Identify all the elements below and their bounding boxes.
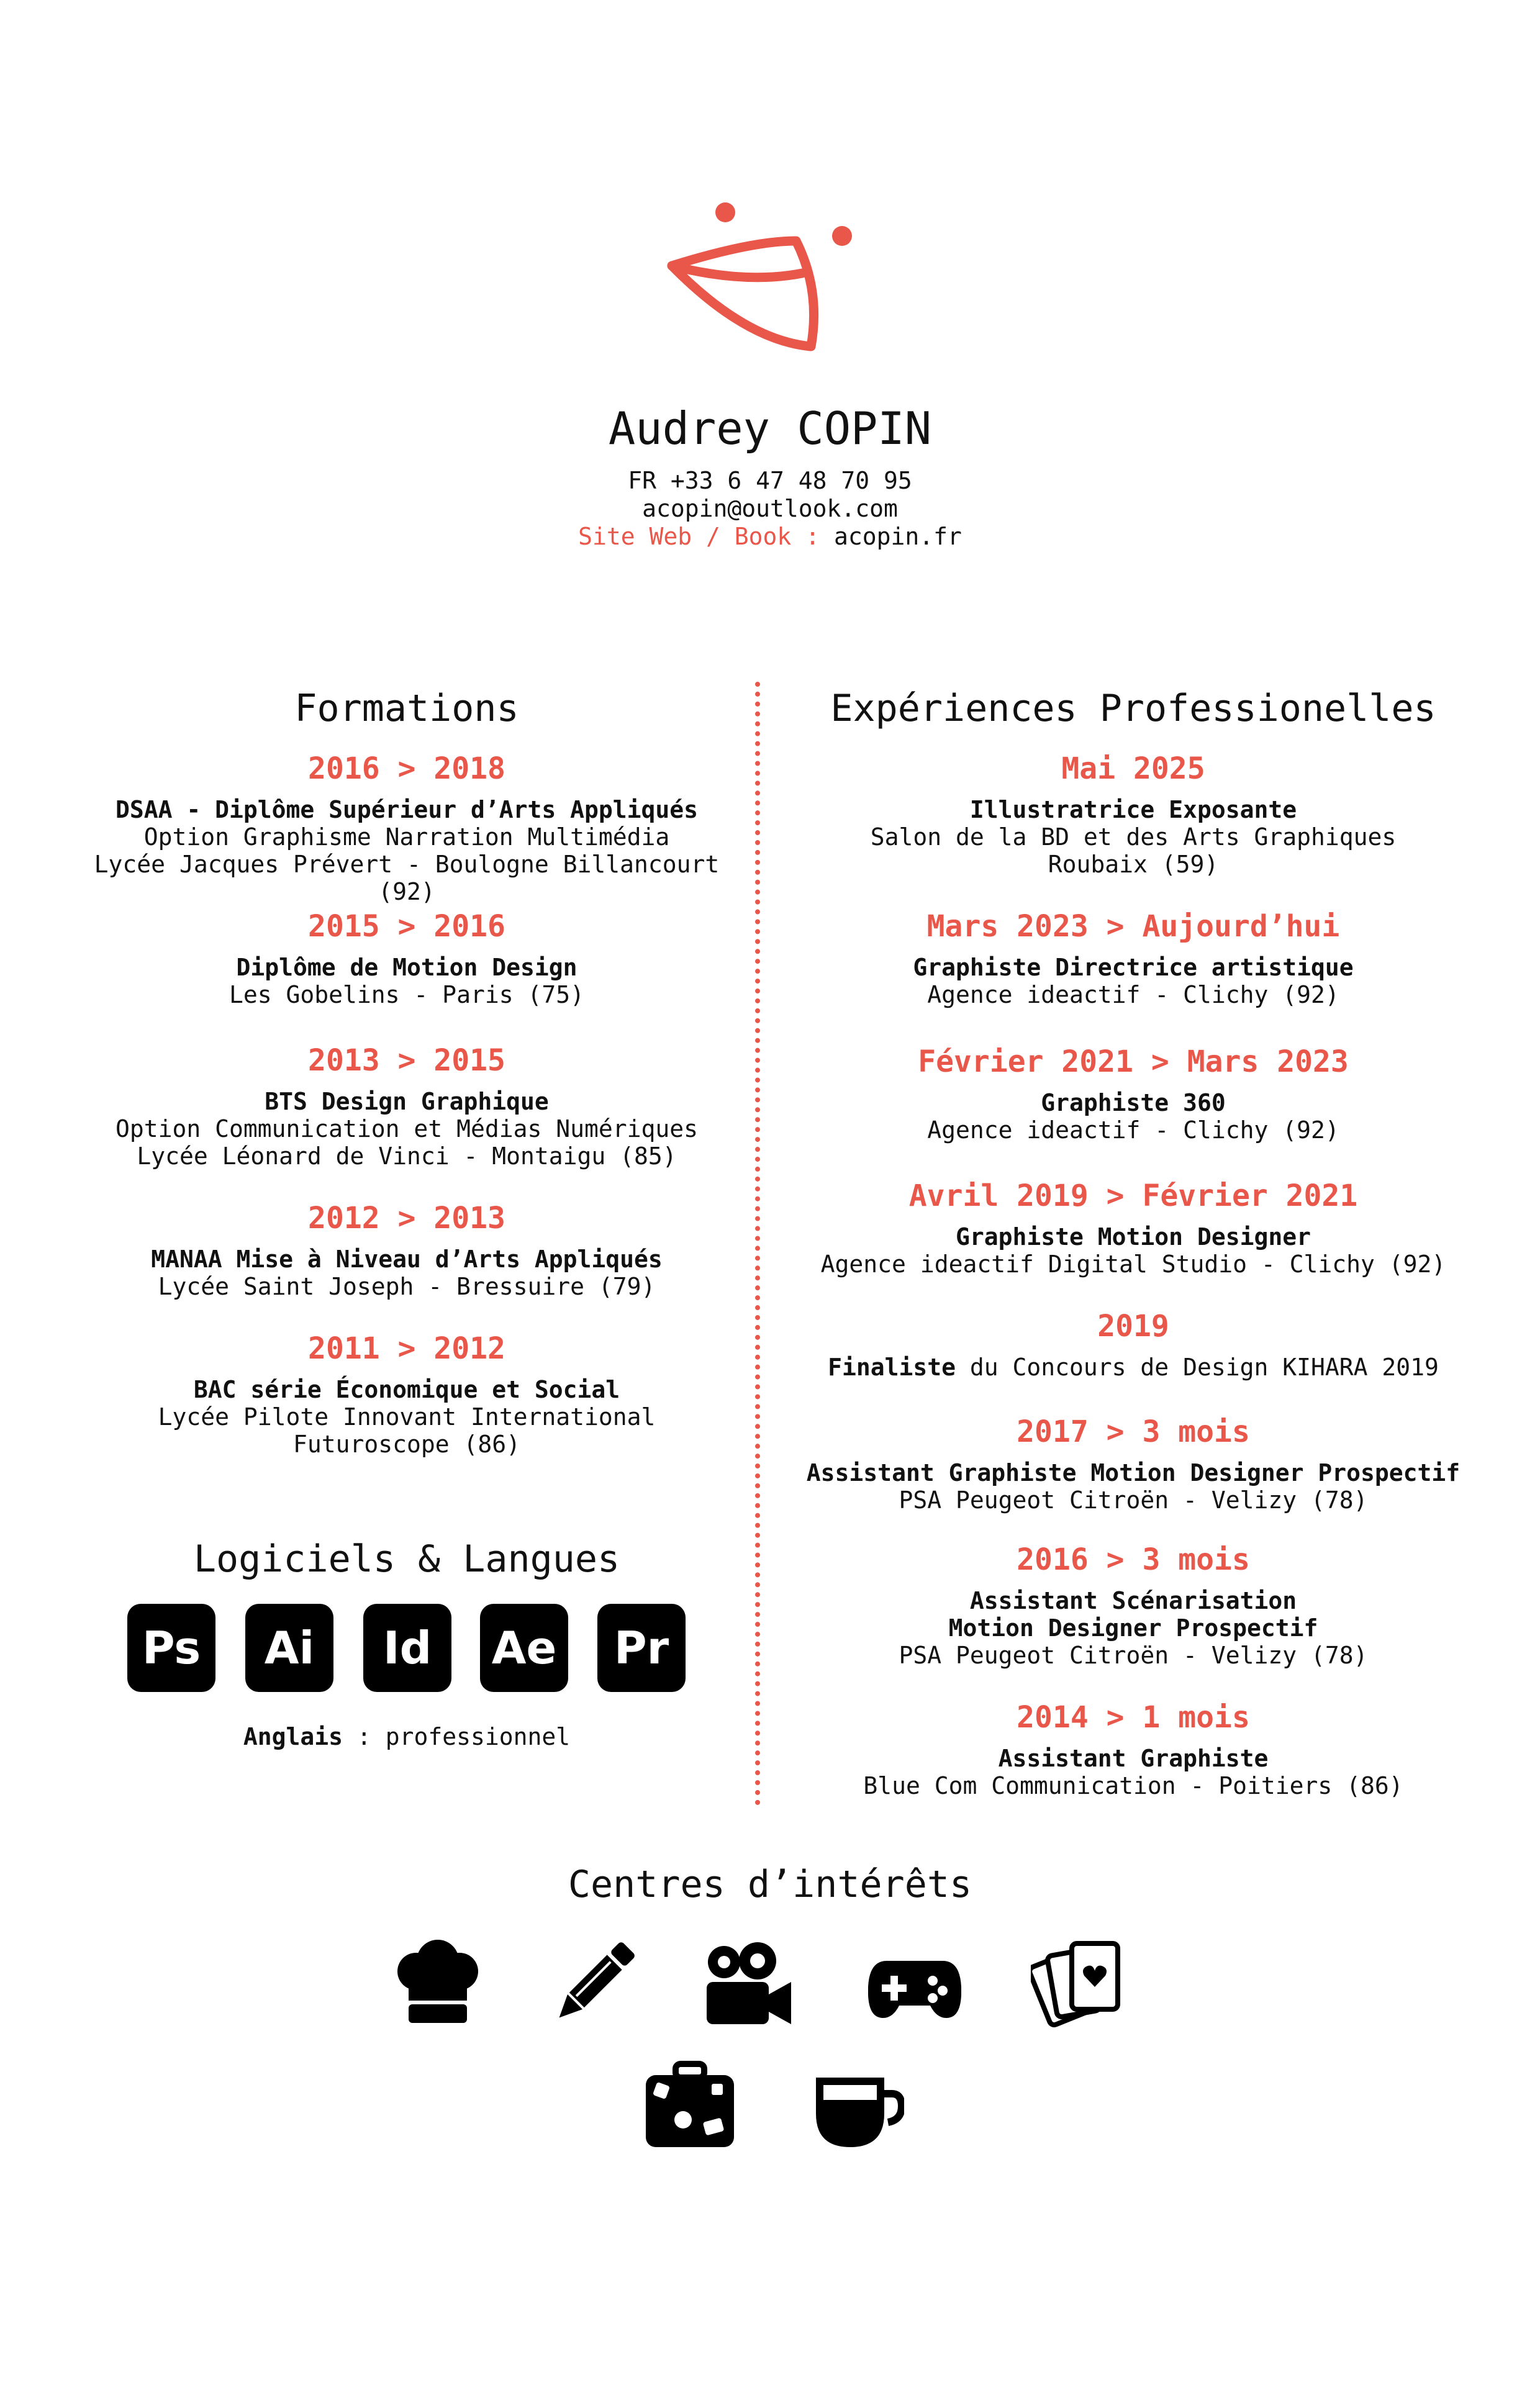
after-effects-icon: Ae: [480, 1604, 568, 1692]
entry-date: Avril 2019 > Février 2021: [908, 1178, 1358, 1213]
entry-date: 2016 > 3 mois: [1017, 1542, 1250, 1577]
entry-title: Assistant Scénarisation: [969, 1587, 1297, 1614]
formations-title: Formations: [294, 687, 519, 730]
language-line: [62, 1723, 751, 1750]
contact-block: [0, 467, 1540, 551]
entry-date: 2019: [1097, 1309, 1169, 1344]
experience-entry: [789, 1177, 1478, 1278]
experience-entry: [789, 1541, 1478, 1669]
formation-entry: [62, 750, 751, 905]
experience-entry: [789, 1699, 1478, 1799]
coffee-cup-icon: [811, 2060, 904, 2153]
entry-detail: Option Graphisme Narration Multimédia: [143, 823, 670, 851]
entry-title: Assistant Graphiste Motion Designer Prospectif: [806, 1459, 1461, 1486]
entry-date: 2017 > 3 mois: [1017, 1414, 1250, 1449]
entry-detail: Blue Com Communication - Poitiers (86): [863, 1772, 1403, 1799]
email-address: acopin@outlook.com: [642, 495, 898, 522]
entry-detail: PSA Peugeot Citroën - Velizy (78): [899, 1486, 1368, 1514]
entry-date: 2016 > 2018: [308, 751, 505, 786]
entry-date: Février 2021 > Mars 2023: [918, 1044, 1349, 1079]
playing-cards-icon: [1031, 1937, 1124, 2030]
experience-entry: [789, 908, 1478, 1008]
suitcase-icon: [643, 2060, 736, 2153]
entry-detail: PSA Peugeot Citroën - Velizy (78): [899, 1642, 1368, 1669]
gamepad-icon: [868, 1937, 961, 2030]
entry-date: 2014 > 1 mois: [1017, 1700, 1250, 1735]
entry-detail: Lycée Saint Joseph - Bressuire (79): [158, 1273, 656, 1300]
entry-detail: Lycée Jacques Prévert - Boulogne Billancourt (92): [94, 851, 720, 905]
language-label: Anglais: [243, 1723, 343, 1750]
experience-entry: [789, 750, 1478, 878]
formation-entry: [62, 1042, 751, 1170]
interests-title: Centres d’intérêts: [568, 1863, 972, 1906]
entry-detail: Option Communication et Médias Numériques: [116, 1115, 698, 1142]
experiences-title: Expériences Professionelles: [830, 687, 1436, 730]
logo-icon: [658, 197, 863, 360]
candidate-name: Audrey COPIN: [608, 402, 932, 455]
entry-date: Mars 2023 > Aujourd’hui: [926, 909, 1340, 944]
entry-detail: Salon de la BD et des Arts Graphiques: [870, 823, 1397, 851]
entry-detail: Lycée Pilote Innovant International: [158, 1403, 656, 1431]
entry-detail-suffix: du Concours de Design KIHARA 2019: [956, 1354, 1439, 1381]
entry-date: 2013 > 2015: [308, 1043, 505, 1078]
premiere-icon: Pr: [597, 1604, 686, 1692]
website-line: [0, 523, 1540, 551]
entry-date: Mai 2025: [1061, 751, 1205, 786]
entry-title: Graphiste Motion Designer: [956, 1223, 1311, 1251]
experience-entry: [789, 1043, 1478, 1144]
website-label: Site Web / Book :: [578, 523, 820, 550]
entry-detail: Roubaix (59): [1048, 851, 1219, 878]
website-url[interactable]: acopin.fr: [833, 523, 962, 550]
photoshop-icon: Ps: [127, 1604, 215, 1692]
entry-detail: Agence ideactif - Clichy (92): [927, 981, 1339, 1008]
video-camera-icon: [700, 1937, 794, 2030]
entry-date: 2015 > 2016: [308, 909, 505, 944]
entry-detail: Lycée Léonard de Vinci - Montaigu (85): [137, 1142, 677, 1170]
entry-title: Graphiste 360: [1041, 1089, 1226, 1116]
experience-entry: [789, 1413, 1478, 1514]
entry-detail: Futuroscope (86): [292, 1431, 521, 1458]
formation-entry: [62, 1330, 751, 1458]
entry-date: 2012 > 2013: [308, 1201, 505, 1236]
entry-title: DSAA - Diplôme Supérieur d’Arts Appliqués: [116, 796, 698, 823]
formation-entry: [62, 1200, 751, 1300]
pencil-icon: [546, 1937, 640, 2030]
entry-detail: [789, 1354, 1478, 1381]
language-separator: :: [343, 1723, 386, 1750]
entry-title: Assistant Graphiste: [998, 1745, 1269, 1772]
entry-title: Motion Designer Prospectif: [948, 1614, 1318, 1642]
chef-hat-icon: [391, 1937, 484, 2030]
entry-title: Illustratrice Exposante: [969, 796, 1297, 823]
entry-detail: Agence ideactif - Clichy (92): [927, 1116, 1339, 1144]
entry-title: Diplôme de Motion Design: [236, 954, 578, 981]
entry-title: Graphiste Directrice artistique: [913, 954, 1354, 981]
language-level: professionnel: [385, 1723, 571, 1750]
entry-title: BTS Design Graphique: [265, 1088, 549, 1115]
column-divider: [755, 682, 760, 1806]
illustrator-icon: Ai: [245, 1604, 333, 1692]
entry-detail: Agence ideactif Digital Studio - Clichy (92): [820, 1251, 1446, 1278]
software-list: [127, 1604, 686, 1694]
indesign-icon: Id: [363, 1604, 451, 1692]
entry-date: 2011 > 2012: [308, 1331, 505, 1366]
software-languages-title: Logiciels & Langues: [193, 1537, 620, 1581]
entry-title: MANAA Mise à Niveau d’Arts Appliqués: [151, 1246, 663, 1273]
phone-number: FR +33 6 47 48 70 95: [628, 467, 912, 494]
entry-detail: Les Gobelins - Paris (75): [229, 981, 584, 1008]
experience-entry: [789, 1308, 1478, 1381]
entry-title: Finaliste: [828, 1354, 956, 1381]
entry-title: BAC série Économique et Social: [193, 1376, 620, 1403]
formation-entry: [62, 908, 751, 1008]
